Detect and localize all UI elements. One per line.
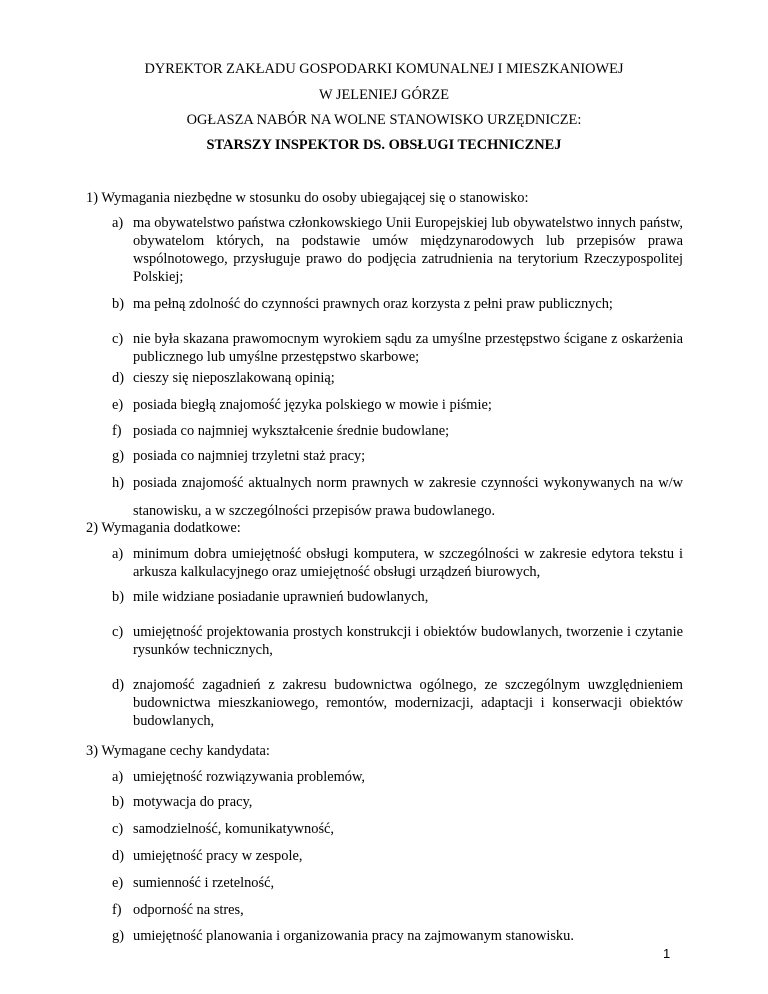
item-label: g) xyxy=(112,928,124,944)
section-1-item-f xyxy=(112,422,683,440)
section-3-item-d xyxy=(112,847,683,865)
item-text: posiada co najmniej trzyletni staż pracy; xyxy=(133,448,366,464)
item-label: e) xyxy=(112,875,124,891)
section-2-item-c xyxy=(112,623,683,659)
section-1-title: 1) Wymagania niezbędne w stosunku do osoby ubiegającej się o stanowisko: xyxy=(86,190,529,206)
item-label: a) xyxy=(112,215,124,231)
item-label: g) xyxy=(112,448,124,464)
item-text: odporność na stres, xyxy=(133,902,244,918)
section-1-item-b xyxy=(112,295,683,313)
item-label: d) xyxy=(112,848,124,864)
item-label: f) xyxy=(112,423,122,439)
item-text: umiejętność rozwiązywania problemów, xyxy=(133,769,366,785)
item-text: sumienność i rzetelność, xyxy=(133,875,275,891)
item-text: posiada biegłą znajomość języka polskiego w mowie i piśmie; xyxy=(133,397,492,413)
item-label: d) xyxy=(112,677,124,693)
section-1-item-h xyxy=(112,469,683,525)
section-3-item-e xyxy=(112,874,683,892)
item-label: a) xyxy=(112,769,124,785)
item-text: ma obywatelstwo państwa członkowskiego Unii Europejskiej lub obywatelstwo innych państw, obywatelom których, na podstawie umów międzynarodowych lub przepisów prawa wspólnotowego, przysługuje prawo do podjęcia zatrudnienia na terytorium Rzeczypospolitej Polskiej; xyxy=(133,215,683,285)
section-3-item-c xyxy=(112,820,683,838)
header-line-2: W JELENIEJ GÓRZE xyxy=(318,87,450,103)
section-2-item-b xyxy=(112,588,683,606)
item-label: b) xyxy=(112,296,124,312)
page-number: 1 xyxy=(663,946,671,961)
section-1-item-g xyxy=(112,447,683,465)
item-text: cieszy się nieposzlakowaną opinią; xyxy=(133,370,335,386)
item-label: c) xyxy=(112,821,124,837)
position-title: STARSZY INSPEKTOR DS. OBSŁUGI TECHNICZNEJ xyxy=(206,137,562,153)
item-label: c) xyxy=(112,331,124,347)
item-label: a) xyxy=(112,546,124,562)
item-text: znajomość zagadnień z zakresu budownictwa ogólnego, ze szczególnym uwzględnieniem budownictwa mieszkaniowego, remontów, modernizacji, adaptacji i konserwacji obiektów budowlanych, xyxy=(133,677,683,729)
item-text: posiada co najmniej wykształcenie średnie budowlane; xyxy=(133,423,450,439)
item-text: nie była skazana prawomocnym wyrokiem sądu za umyślne przestępstwo ścigane z oskarżenia publicznego lub umyślne przestępstwo skarbowe; xyxy=(133,331,683,365)
item-text: motywacja do pracy, xyxy=(133,794,253,810)
section-1-item-d xyxy=(112,369,683,387)
item-label: f) xyxy=(112,902,122,918)
item-label: b) xyxy=(112,589,124,605)
item-text: minimum dobra umiejętność obsługi komputera, w szczególności w zakresie edytora tekstu i arkusza kalkulacyjnego oraz umiejętność obsługi urządzeń biurowych, xyxy=(133,546,683,580)
item-label: c) xyxy=(112,624,124,640)
item-text: posiada znajomość aktualnych norm prawnych w zakresie czynności wykonywanych na w/w stanowisku, a w szczególności przepisów prawa budowlanego. xyxy=(133,475,683,519)
item-label: h) xyxy=(112,475,124,491)
section-3-item-b xyxy=(112,793,683,811)
item-label: b) xyxy=(112,794,124,810)
section-1-item-a xyxy=(112,214,683,286)
section-2-item-a xyxy=(112,545,683,581)
item-text: samodzielność, komunikatywność, xyxy=(133,821,335,837)
item-text: umiejętność projektowania prostych konstrukcji i obiektów budowlanych, tworzenie i czytanie rysunków technicznych, xyxy=(133,624,683,658)
section-3-item-f xyxy=(112,901,683,919)
section-1-item-c xyxy=(112,330,683,366)
section-3-item-g xyxy=(112,927,683,945)
header-line-3: OGŁASZA NABÓR NA WOLNE STANOWISKO URZĘDNICZE: xyxy=(186,112,582,128)
section-2-item-d xyxy=(112,676,683,730)
item-label: e) xyxy=(112,397,124,413)
section-1-item-e xyxy=(112,396,683,414)
item-label: d) xyxy=(112,370,124,386)
item-text: ma pełną zdolność do czynności prawnych oraz korzysta z pełni praw publicznych; xyxy=(133,296,613,312)
section-3-item-a xyxy=(112,768,683,786)
item-text: umiejętność pracy w zespole, xyxy=(133,848,303,864)
item-text: mile widziane posiadanie uprawnień budowlanych, xyxy=(133,589,429,605)
item-text: umiejętność planowania i organizowania pracy na zajmowanym stanowisku. xyxy=(133,928,574,944)
section-2-title: 2) Wymagania dodatkowe: xyxy=(86,520,241,536)
section-3-title: 3) Wymagane cechy kandydata: xyxy=(86,743,270,759)
header-line-1: DYREKTOR ZAKŁADU GOSPODARKI KOMUNALNEJ I MIESZKANIOWEJ xyxy=(144,61,624,77)
